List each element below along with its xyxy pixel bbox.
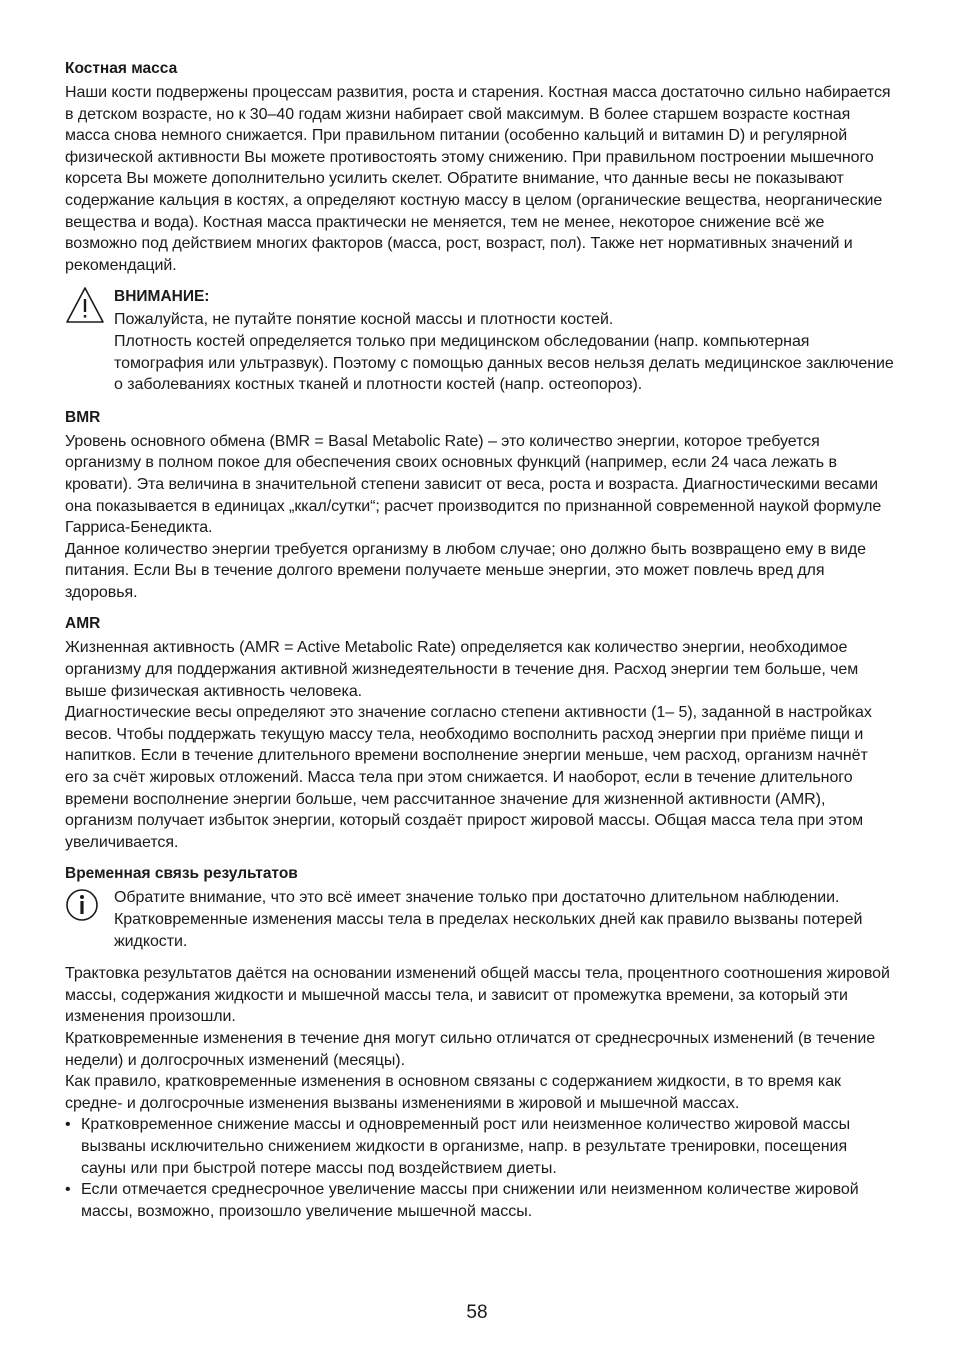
time-relation-paragraph-3: Как правило, кратковременные изменения в основном связаны с содержанием жидкости, в то время как средне- и долгосрочные изменения вызваны изменениями в жировой и мышечной массах. [65, 1073, 842, 1112]
bmr-heading: BMR [65, 408, 101, 426]
bone-mass-section [65, 58, 895, 276]
warning-line-2: Плотность костей определяется только при медицинском обследовании (напр. компьютерная томография или ультразвук). Поэтому с помощью данных весов нельзя делать медицинское заключение о заболеваниях костных тканей и плотности костей (напр. остеопороз). [114, 332, 894, 394]
bone-mass-heading: Костная масса [65, 60, 178, 77]
time-relation-heading: Временная связь результатов [65, 865, 298, 883]
bone-mass-paragraph: Наши кости подвержены процессам развития, роста и старения. Костная масса достаточно сильно набирается в детском возрасте, но к 30–40 годам жизни набирает свой максимум. В более старшем возрасте костная масса снова немного снижается. При правильном питании (особенно кальций и витамин D) и регулярной физической активности Вы можете противостоять этому снижению. При правильном построении мышечного корсета Вы можете дополнительно усилить скелет. Обратите внимание, что данные весы не показывают содержание кальция в костях, а определяют костную массу в целом (органические вещества, неорганические вещества и вода). Костная масса практически не меняется, тем не менее, некоторое снижение всё же возможно под действием многих факторов (масса, рост, возраст, пол). Также нет нормативных значений и рекомендаций. [65, 84, 891, 274]
amr-heading: AMR [65, 615, 101, 633]
time-relation-paragraph-2: Кратковременные изменения в течение дня могут сильно отличатся от среднесрочных изменений (в течение недели) и долгосрочных изменений (месяцы). [65, 1029, 876, 1069]
time-relation-section [65, 863, 895, 1222]
info-text: Обратите внимание, что это всё имеет значение только при достаточно длительном наблюдении. Кратковременные изменения массы тела в пределах нескольких дней как правило вызваны потерей жидкости. [114, 889, 863, 950]
warning-triangle-icon [65, 286, 105, 329]
page-number: 58 [466, 1302, 488, 1323]
info-notice [65, 887, 895, 952]
list-item: • Кратковременное снижение массы и одновременный рост или неизменное количество жировой массы вызваны исключительно снижением жидкости в организме, напр. в результате тренировки, посещения сауны или при быстрой потере массы под воздействием диеты. [65, 1114, 895, 1179]
warning-heading: ВНИМАНИЕ: [114, 288, 210, 306]
warning-line-1: Пожалуйста, не путайте понятие косной массы и плотности костей. [114, 311, 614, 329]
list-item: • Если отмечается среднесрочное увеличение массы при снижении или неизменном количестве жировой массы, возможно, произошло увеличение мышечной массы. [65, 1179, 895, 1222]
amr-paragraph-1: Жизненная активность (AMR = Active Metabolic Rate) определяется как количество энергии, необходимое организму для поддержания активной жизнедеятельности в течение дня. Расход энергии тем больше, чем выше физическая активность человека. [65, 639, 859, 700]
bullet-list [65, 1114, 895, 1222]
bmr-paragraph-2: Данное количество энергии требуется организму в любом случае; оно должно быть возвращено ему в виде питания. Если Вы в течение долгого времени получаете меньше энергии, это может повлечь вред для здоровья. [65, 540, 866, 601]
amr-paragraph-2: Диагностические весы определяют это значение согласно степени активности (1– 5), заданной в настройках весов. Чтобы поддержать текущую массу тела, необходимо восполнить расход энергии при приёме пищи и напитков. Если в течение длительного времени восполнение энергии меньше, чем расход, организм начнёт его за счёт жировых отложений. Масса тела при этом снижается. И наоборот, если в течение длительного времени восполнение энергии больше, чем рассчитанное значение для жизненной активности (AMR), организм получает избыток энергии, который создаёт прирост жировой массы. Общая масса тела при этом увеличивается. [65, 704, 872, 851]
info-icon [65, 887, 101, 928]
bmr-section [65, 407, 895, 604]
page-content [65, 58, 895, 1232]
warning-notice [65, 286, 895, 395]
time-relation-paragraph-1: Трактовка результатов даётся на основании изменений общей массы тела, процентного соотношения жировой массы, содержания жидкости и мышечной массы тела, и зависит от промежутка времени, за который эти изменения произошли. [65, 965, 890, 1026]
bmr-paragraph-1: Уровень основного обмена (BMR = Basal Metabolic Rate) – это количество энергии, которое требуется организму в полном покое для обеспечения своих основных функций (например, если 24 часа лежать в кровати). Эта величина в значительной степени зависит от веса, роста и возраста. Диагностическими весами она показывается в единицах „ккал/сутки“; расчет производится по признанной современной наукой формуле Гарриса-Бенедикта. [65, 432, 882, 537]
amr-section [65, 613, 895, 853]
